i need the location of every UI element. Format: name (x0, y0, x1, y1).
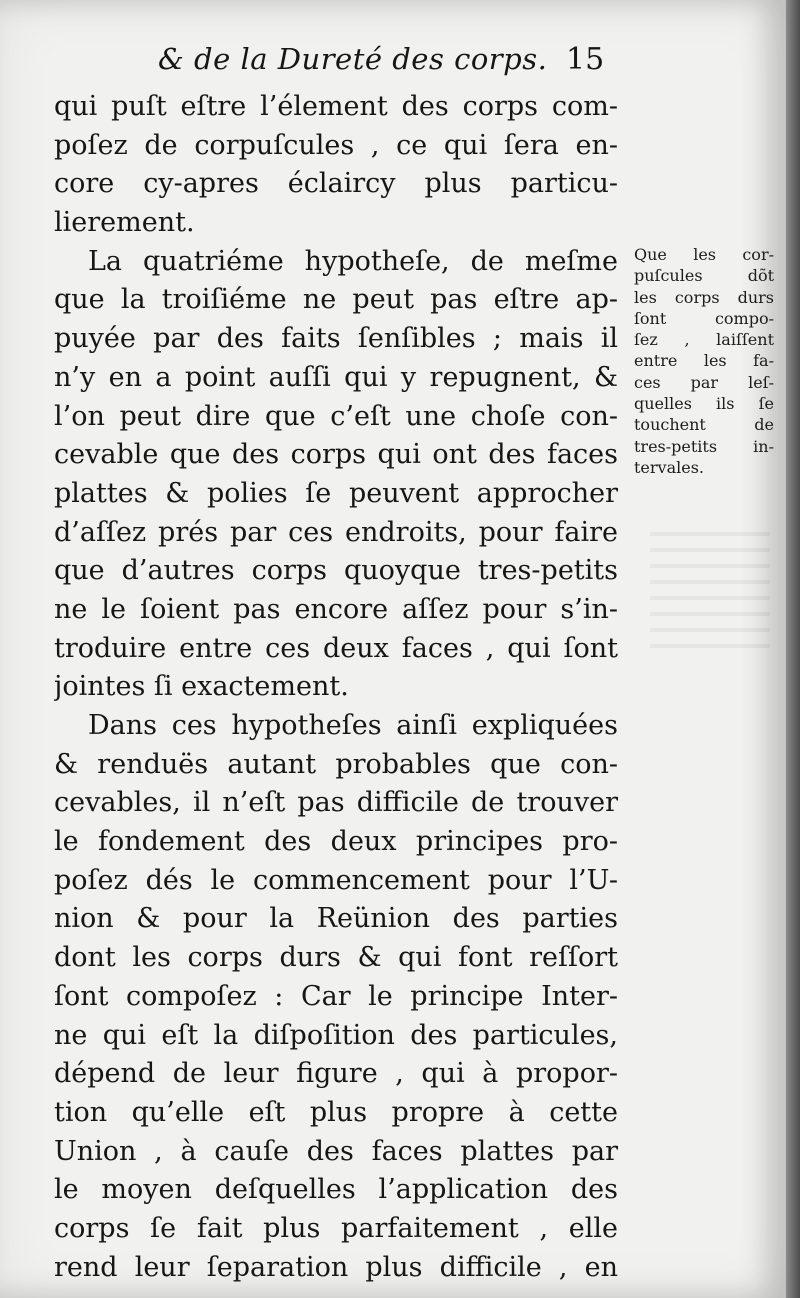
text-line: corps ſe fait plus parfaitement , elle (54, 1212, 618, 1244)
margin-note-line: ſont compo- (634, 308, 774, 328)
text-line: le moyen deſquelles l’application des (54, 1174, 618, 1206)
text-line: jointes ſi exactement. (54, 671, 349, 703)
show-through-shadow (650, 520, 770, 660)
text-line: & renduës autant probables que con- (54, 748, 618, 780)
text-line: n’y en a point auſſi qui y repugnent, & (54, 361, 618, 393)
text-line: Union , à cauſe des faces plattes par (54, 1135, 618, 1167)
margin-note-line: ſez , laiſſent (634, 330, 774, 350)
text-line: cevables, il n’eſt pas difficile de trouver (54, 787, 618, 819)
margin-note-line: puſcules dõt (634, 266, 774, 286)
text-line: le fondement des deux principes pro- (54, 826, 618, 858)
text-line: l’on peut dire que c’eſt une choſe con- (54, 400, 618, 432)
text-line: qui puſt eſtre l’élement des corps com- (54, 91, 618, 122)
margin-note-line: Que les cor- (634, 245, 774, 264)
text-line: lierement. (54, 207, 195, 239)
text-line: tion qu’elle eſt plus propre à cette (54, 1096, 618, 1128)
text-line: cevable que des corps qui ont des faces (54, 439, 618, 471)
running-title: & de la Dureté des corps. (158, 42, 548, 76)
paragraph-first-line: Dans ces hypotheſes ainſi expliquées (88, 710, 618, 741)
text-line: dépend de leur figure , qui à propor- (54, 1058, 618, 1090)
margin-note-line: quelles ils ſe (634, 394, 774, 414)
page-number: 15 (566, 42, 605, 77)
text-line: que d’autres corps quoyque tres-petits (54, 555, 618, 587)
margin-note (634, 244, 774, 478)
margin-note-line: les corps durs (634, 287, 774, 307)
text-line: nion & pour la Reünion des parties (54, 903, 618, 935)
text-line: dont les corps durs & qui font reſſort (54, 942, 618, 974)
margin-note-line: tres-petits in- (634, 436, 774, 456)
text-line: d’aſſez prés par ces endroits, pour faire (54, 516, 618, 548)
margin-note-line: tervales. (634, 457, 705, 477)
text-line: puyée par des faits ſenſibles ; mais il (54, 323, 618, 355)
text-line: que la troiſiéme ne peut pas eſtre ap- (54, 284, 618, 316)
paragraph-first-line: La quatriéme hypotheſe, de meſme (88, 245, 618, 277)
margin-note-line: entre les fa- (634, 351, 774, 371)
text-line: ne le ſoient pas encore aſſez pour s’in- (54, 593, 618, 625)
text-line: troduire entre ces deux faces , qui ſont (54, 632, 618, 664)
text-line: poſez dés le commencement pour l’U- (54, 864, 618, 896)
text-line: plattes & polies ſe peuvent approcher (54, 477, 618, 509)
text-line: core cy-apres éclaircy plus particu- (54, 168, 618, 200)
margin-note-line: touchent de (634, 415, 774, 435)
text-line: ne qui eſt la diſpoſition des particules, (54, 1019, 618, 1051)
text-line: ſont compoſez : Car le principe Inter- (54, 980, 618, 1012)
text-line: rend leur ſeparation plus difficile , en (54, 1251, 618, 1283)
page-edge (786, 0, 800, 1298)
margin-note-line: ces par leſ- (634, 372, 774, 392)
text-line: poſez de corpuſcules , ce qui ſera en- (54, 129, 618, 161)
main-text-block (54, 88, 618, 1287)
page-header (0, 42, 786, 92)
